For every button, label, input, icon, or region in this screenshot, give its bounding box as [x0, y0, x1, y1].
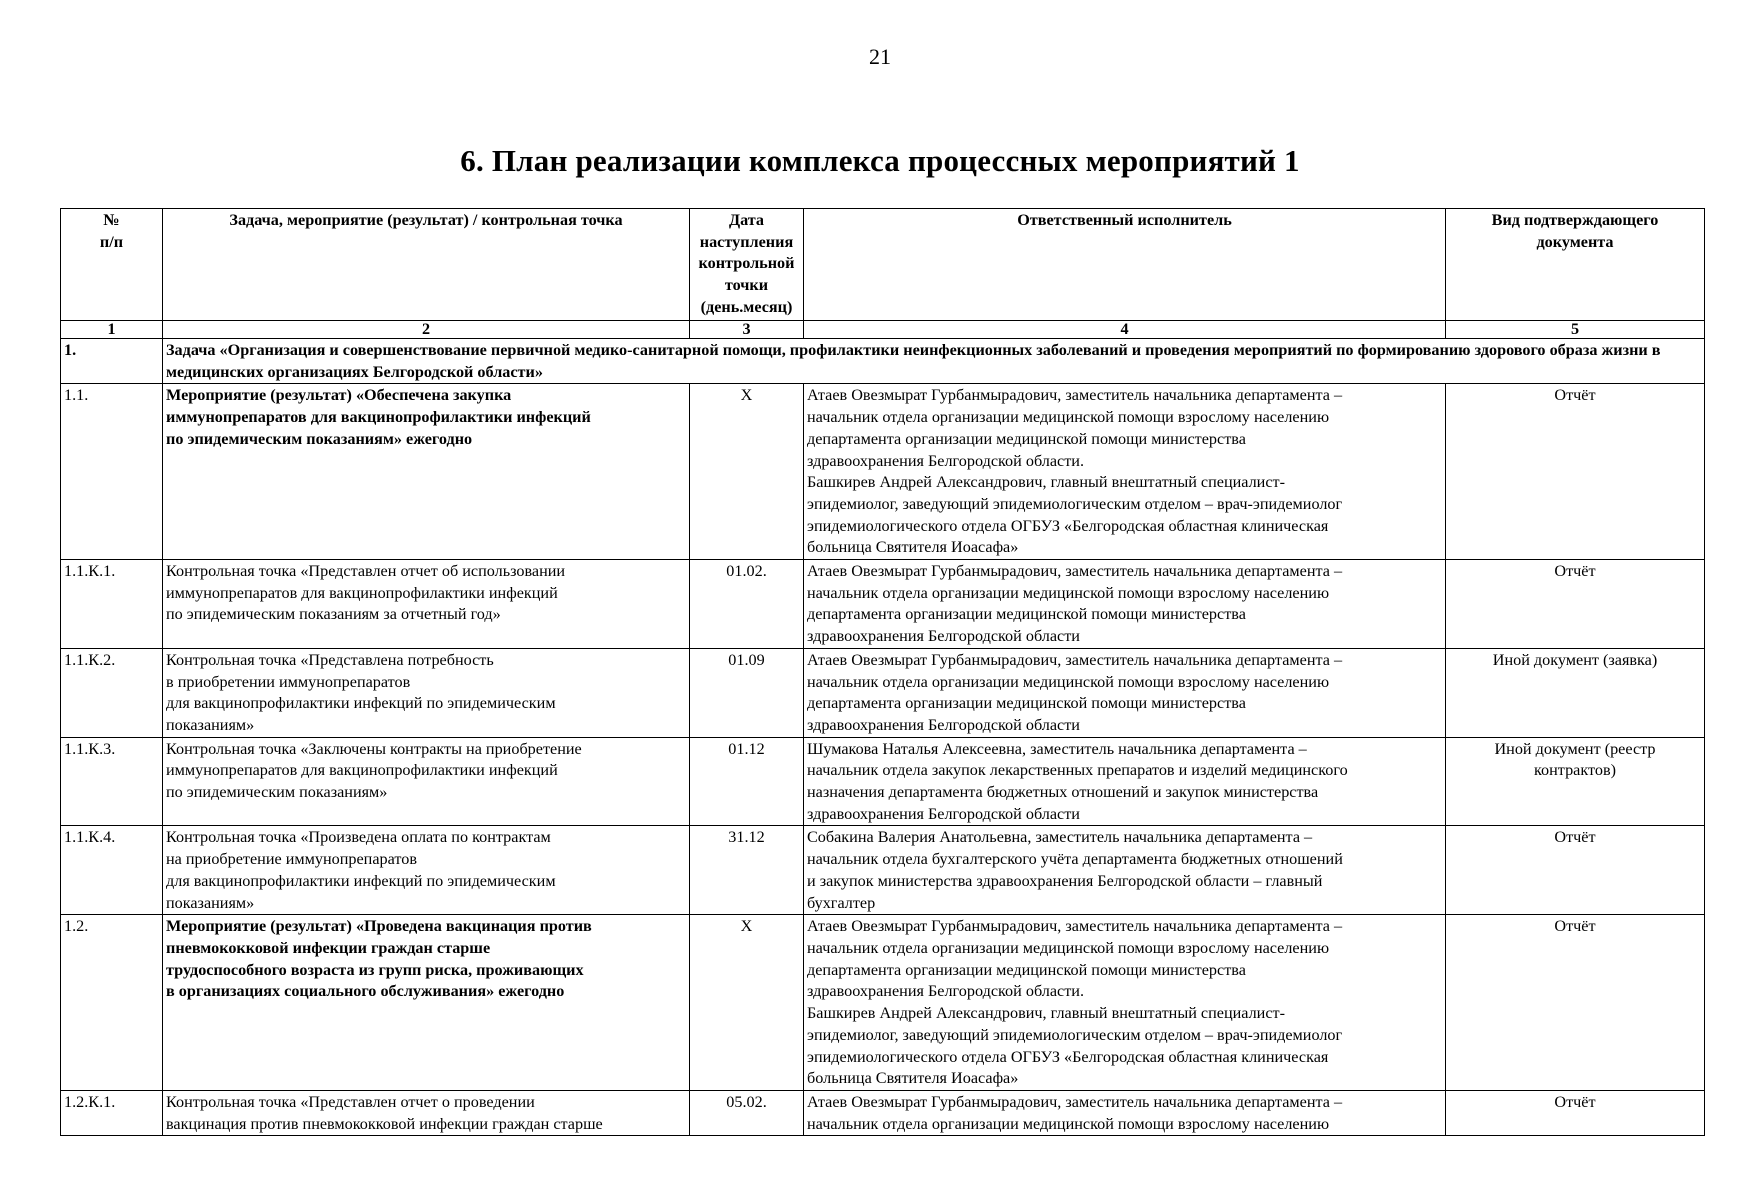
row-date: 01.02. [690, 560, 804, 649]
row-number: 1.2. [61, 915, 163, 1091]
row-date: X [690, 915, 804, 1091]
row-executor: Атаев Овезмырат Гурбанмырадович, заместитель начальника департамента – начальник отдела организации медицинской помощи взрослому населению [804, 1090, 1446, 1135]
table-header-row [61, 209, 1705, 321]
document-title: 6. План реализации комплекса процессных мероприятий 1 [460, 143, 1300, 178]
row-activity: Контрольная точка «Заключены контракты на приобретение иммунопрепаратов для вакцинопрофилактики инфекций по эпидемическим показаниям» [163, 737, 690, 826]
row-activity: Мероприятие (результат) «Обеспечена закупка иммунопрепаратов для вакцинопрофилактики инфекций по эпидемическим показаниям» ежегодно [163, 384, 690, 560]
table-row [61, 826, 1705, 915]
table-row [61, 560, 1705, 649]
header-executor: Ответственный исполнитель [804, 209, 1446, 321]
row-number: 1.1.К.2. [61, 648, 163, 737]
column-number: 1 [61, 321, 163, 339]
row-date: 01.12 [690, 737, 804, 826]
row-number: 1.1.К.3. [61, 737, 163, 826]
column-number: 4 [804, 321, 1446, 339]
row-number: 1.1.К.4. [61, 826, 163, 915]
row-document: Отчёт [1446, 384, 1705, 560]
row-executor: Атаев Овезмырат Гурбанмырадович, заместитель начальника департамента – начальник отдела организации медицинской помощи взрослому населению департамента организации медицинской помощи министерства здравоохранения Белгородской области [804, 648, 1446, 737]
row-activity: Контрольная точка «Произведена оплата по контрактам на приобретение иммунопрепаратов для вакцинопрофилактики инфекций по эпидемическим показаниям» [163, 826, 690, 915]
table-row [61, 1090, 1705, 1135]
header-number: № п/п [61, 209, 163, 321]
row-executor: Шумакова Наталья Алексеевна, заместитель начальника департамента – начальник отдела закупок лекарственных препаратов и изделий медицинского назначения департамента бюджетных отношений и закупок министерства здравоохранения Белгородской области [804, 737, 1446, 826]
header-task: Задача, мероприятие (результат) / контрольная точка [163, 209, 690, 321]
table-row [61, 737, 1705, 826]
row-document: Отчёт [1446, 1090, 1705, 1135]
row-date: 01.09 [690, 648, 804, 737]
row-document: Отчёт [1446, 915, 1705, 1091]
row-number: 1.1.К.1. [61, 560, 163, 649]
row-document: Отчёт [1446, 826, 1705, 915]
column-number: 5 [1446, 321, 1705, 339]
table-row [61, 648, 1705, 737]
row-executor: Атаев Овезмырат Гурбанмырадович, заместитель начальника департамента – начальник отдела организации медицинской помощи взрослому населению департамента организации медицинской помощи министерства здравоохранения Белгородской области. Башкирев Андрей Александрович, главный внештатный специалист- эпидемиолог, заведующий эпидемиологическим отделом – врач-эпидемиолог эпидемиологического отдела ОГБУЗ «Белгородская областная клиническая больница Святителя Иоасафа» [804, 915, 1446, 1091]
header-date: Дата наступления контрольной точки (день.месяц) [690, 209, 804, 321]
row-activity: Мероприятие (результат) «Проведена вакцинация против пневмококковой инфекции граждан старше трудоспособного возраста из групп риска, проживающих в организациях социального обслуживания» ежегодно [163, 915, 690, 1091]
row-document: Иной документ (реестр контрактов) [1446, 737, 1705, 826]
table-row [61, 384, 1705, 560]
row-document: Отчёт [1446, 560, 1705, 649]
table-row [61, 915, 1705, 1091]
row-number: 1.2.К.1. [61, 1090, 163, 1135]
row-activity: Контрольная точка «Представлен отчет об использовании иммунопрепаратов для вакцинопрофилактики инфекций по эпидемическим показаниям за отчетный год» [163, 560, 690, 649]
task-row [61, 339, 1705, 384]
row-activity: Контрольная точка «Представлена потребность в приобретении иммунопрепаратов для вакцинопрофилактики инфекций по эпидемическим показаниям» [163, 648, 690, 737]
row-date: 31.12 [690, 826, 804, 915]
column-number: 2 [163, 321, 690, 339]
row-executor: Собакина Валерия Анатольевна, заместитель начальника департамента – начальник отдела бухгалтерского учёта департамента бюджетных отношений и закупок министерства здравоохранения Белгородской области – главный бухгалтер [804, 826, 1446, 915]
row-date: X [690, 384, 804, 560]
header-document: Вид подтверждающего документа [1446, 209, 1705, 321]
column-number-row [61, 321, 1705, 339]
row-executor: Атаев Овезмырат Гурбанмырадович, заместитель начальника департамента – начальник отдела организации медицинской помощи взрослому населению департамента организации медицинской помощи министерства здравоохранения Белгородской области [804, 560, 1446, 649]
page-number: 21 [869, 44, 891, 69]
column-number: 3 [690, 321, 804, 339]
row-date: 05.02. [690, 1090, 804, 1135]
row-document: Иной документ (заявка) [1446, 648, 1705, 737]
row-executor: Атаев Овезмырат Гурбанмырадович, заместитель начальника департамента – начальник отдела организации медицинской помощи взрослому населению департамента организации медицинской помощи министерства здравоохранения Белгородской области. Башкирев Андрей Александрович, главный внештатный специалист- эпидемиолог, заведующий эпидемиологическим отделом – врач-эпидемиолог эпидемиологического отдела ОГБУЗ «Белгородская областная клиническая больница Святителя Иоасафа» [804, 384, 1446, 560]
task-text: Задача «Организация и совершенствование первичной медико-санитарной помощи, профилактики неинфекционных заболеваний и проведения мероприятий по формированию здорового образа жизни в медицинских организациях Белгородской области» [166, 341, 1661, 381]
task-cell [163, 339, 1705, 384]
row-number: 1.1. [61, 384, 163, 560]
row-activity: Контрольная точка «Представлен отчет о проведении вакцинация против пневмококковой инфекции граждан старше [163, 1090, 690, 1135]
task-number: 1. [61, 339, 163, 384]
plan-table [60, 208, 1705, 1136]
